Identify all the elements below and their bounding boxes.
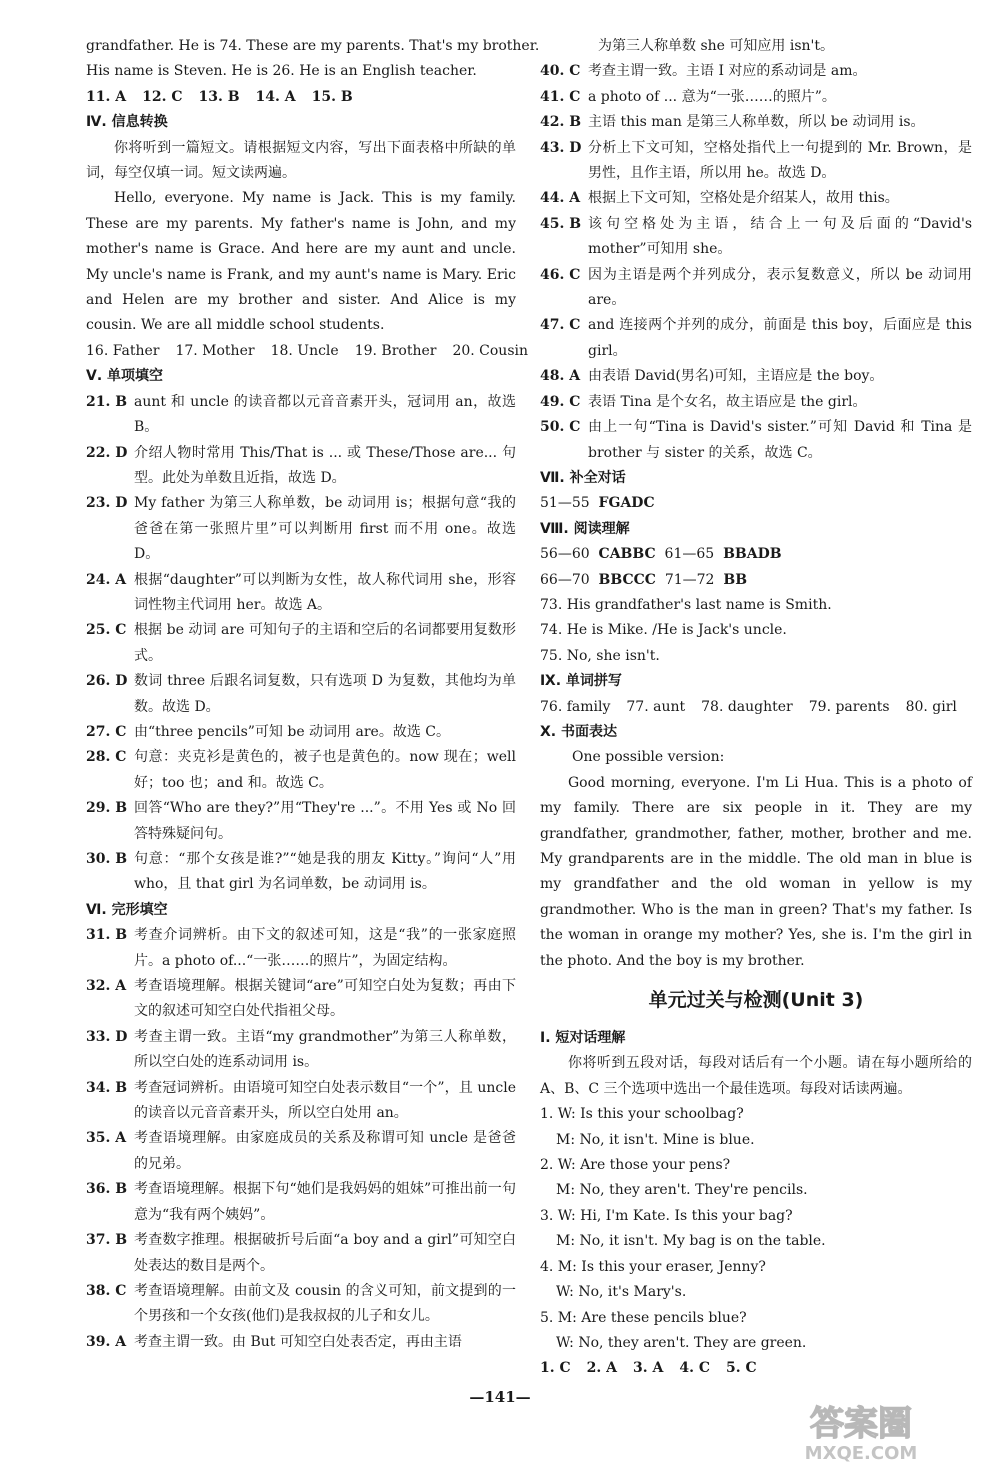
unit-answers: 1. C 2. A 3. A 4. C 5. C — [540, 1360, 757, 1377]
section-instruction: 你将听到五段对话，每段对话后有一个小题。请在每小题所给的 A、B、C 三个选项中选出一个最佳选项。每段对话读两遍。 — [540, 1055, 972, 1097]
answer-explanation: 主语 this man 是第三人称单数，所以 be 动词用 is。 — [588, 114, 925, 131]
dialog-response: W: No, they aren't. They are green. — [556, 1334, 807, 1351]
answer-number: 24. A — [86, 571, 127, 588]
answer-number: 44. A — [540, 190, 581, 207]
continuation-line: 为第三人称单数 she 可知应用 isn't。 — [598, 38, 834, 54]
answer-explanation: 数词 three 后跟名词复数，只有选项 D 为复数，其他均为单数。故选 D。 — [134, 673, 516, 715]
answer-item — [86, 974, 516, 1025]
answer-explanation: 介绍人物时常用 This/That is ... 或 These/Those are... 句型。此处为单数且近指，故选 D。 — [134, 444, 516, 486]
reading-answers-row: 56—60 CABBC 61—65 BBADB — [540, 546, 782, 563]
answer-number: 45. B — [540, 215, 582, 232]
answer-explanation: 根据“daughter”可以判断为女性，故人称代词用 she，形容词性物主代词用 her。故选 A。 — [134, 571, 516, 613]
answer-number: 32. A — [86, 978, 127, 995]
answer-item — [540, 59, 972, 84]
watermark-logo — [736, 1395, 986, 1465]
answer-number: 40. C — [540, 63, 581, 80]
answer-explanation: a photo of ... 意为“一张……的照片”。 — [588, 88, 836, 105]
answer-explanation: 考查语境理解。根据关键词“are”可知空白处为复数；再由下文的叙述可知空白处代指祖父母。 — [134, 978, 516, 1020]
answer-number: 41. C — [540, 88, 581, 105]
answer-number: 36. B — [86, 1181, 128, 1198]
answer-explanation: My father 为第三人称单数，be 动词用 is；根据句意“我的爸爸在第一张照片里”可以判断用 first 而不用 one。故选 D。 — [134, 495, 516, 563]
answer-explanation: 考查语境理解。由家庭成员的关系及称谓可知 uncle 是爸爸的兄弟。 — [134, 1130, 516, 1172]
answer-number: 28. C — [86, 749, 127, 766]
answer-number: 26. D — [86, 673, 128, 690]
answer-explanation: 由“three pencils”可知 be 动词用 are。故选 C。 — [134, 723, 450, 740]
answer-number: 27. C — [86, 723, 127, 740]
spelling-answers: 76. family 77. aunt 78. daughter 79. parents 80. girl — [540, 698, 957, 715]
answer-explanation: 考查语境理解。根据下句“她们是我妈妈的姐妹”可推出前一句意为“我有两个姨妈”。 — [134, 1181, 516, 1223]
section5-items — [86, 390, 516, 898]
watermark-text: 答案圈 — [810, 1404, 912, 1444]
answer-explanation: 由表语 David(男名)可知，主语应是 the boy。 — [588, 368, 884, 385]
answer-number: 48. A — [540, 368, 581, 385]
answer-number: 35. A — [86, 1130, 127, 1147]
reading-answer-line: 74. He is Mike. /He is Jack's uncle. — [540, 622, 787, 639]
answer-item — [86, 491, 516, 567]
answer-item — [86, 1177, 516, 1228]
answer-explanation: 考查介词辨析。由下文的叙述可知，这是“我”的一张家庭照片。a photo of...“一张……的照片”，为固定结构。 — [134, 927, 516, 969]
dialog-question: 5. M: Are these pencils blue? — [540, 1309, 747, 1326]
answer-number: 31. B — [86, 927, 128, 944]
answer-number: 47. C — [540, 317, 581, 334]
answer-item — [540, 263, 972, 314]
section-instruction: 你将听到一篇短文。请根据短文内容，写出下面表格中所缺的单词，每空仅填一词。短文读两遍。 — [86, 139, 516, 182]
answer-item — [86, 1076, 516, 1127]
dialog-question: 4. M: Is this your eraser, Jenny? — [540, 1258, 766, 1275]
answer-explanation: aunt 和 uncle 的读音都以元音音素开头，冠词用 an，故选 B。 — [134, 393, 516, 436]
answer-explanation: 回答“Who are they?”用“They're ...”。不用 Yes 或 No 回答特殊疑问句。 — [134, 800, 516, 842]
answer-item — [86, 1279, 516, 1330]
section-heading: Ⅵ. 完形填空 — [86, 901, 168, 918]
answer-number: 42. B — [540, 114, 582, 131]
answer-number: 33. D — [86, 1028, 128, 1045]
reading-answer-line: 73. His grandfather's last name is Smith. — [540, 596, 832, 613]
answer-item — [86, 720, 516, 745]
answer-explanation: 句意：夹克衫是黄色的，被子也是黄色的。now 现在；well 好；too 也；and 和。故选 C。 — [134, 749, 516, 791]
answers-11-15: 11. A 12. C 13. B 14. A 15. B — [86, 88, 353, 105]
answer-item — [540, 212, 972, 263]
watermark-subtext: MXQE.COM — [804, 1443, 918, 1464]
writing-essay: Good morning, everyone. I'm Li Hua. This is a photo of my family. There are six people in it. They are my grandfather, grandmother, father, mother, brother and me. My grandparents are in the middle. The old man in blue is my grandfather and the old woman in yellow is my grandmother. Who is the man in green? That's my father. Is the woman in orange my mother? Yes, she is. I'm the girl in the photo. And the boy is my brother. — [540, 774, 972, 969]
answer-item — [86, 923, 516, 974]
answer-number: 23. D — [86, 495, 128, 512]
answer-item — [86, 618, 516, 669]
intro-line: grandfather. He is 74. These are my parents. That's my brother. — [86, 38, 540, 54]
answer-item — [86, 441, 516, 492]
answer-number: 30. B — [86, 851, 128, 867]
answer-explanation: 分析上下文可知，空格处指代上一句提到的 Mr. Brown，是男性，且作主语，所以用 he。故选 D。 — [588, 139, 972, 182]
answer-item — [86, 669, 516, 720]
page-number: —141— — [469, 1388, 531, 1406]
section-heading: Ⅰ. 短对话理解 — [540, 1030, 626, 1047]
answer-item — [86, 1330, 516, 1355]
answer-item — [86, 745, 516, 796]
answer-number: 43. D — [540, 139, 582, 156]
left-column — [86, 34, 540, 1355]
answer-explanation: 考查数字推理。根据破折号后面“a boy and a girl”可知空白处表达的数目是两个。 — [134, 1232, 516, 1274]
section-heading: Ⅴ. 单项填空 — [86, 368, 164, 385]
section6-items — [86, 923, 516, 1355]
answers-16-20: 16. Father 17. Mother 18. Uncle 19. Brother 20. Cousin — [86, 342, 529, 359]
answer-item — [540, 364, 972, 389]
answer-item — [86, 1228, 516, 1279]
listening-passage: Hello, everyone. My name is Jack. This is my family. These are my parents. My father's name is John, and my mother's name is Grace. And here are my aunt and uncle. My uncle's name is Frank, and my aunt's name is Mary. Eric and Helen are my brother and sister. And Alice is my cousin. We are all middle school students. — [86, 190, 516, 334]
answer-number: 49. C — [540, 393, 581, 410]
dialog-question: 3. W: Hi, I'm Kate. Is this your bag? — [540, 1207, 793, 1224]
answer-explanation: 该句空格处为主语，结合上一句及后面的“David's mother”可知用 she。 — [588, 215, 972, 258]
answer-explanation: and 连接两个并列的成分，前面是 this boy，后面应是 this girl。 — [588, 317, 972, 359]
answer-item — [86, 390, 516, 441]
answer-item — [86, 847, 516, 898]
reading-answers-row: 66—70 BBCCC 71—72 BB — [540, 571, 748, 588]
answer-number: 37. B — [86, 1232, 128, 1249]
answer-explanation: 由上一句“Tina is David's sister.”可知 David 和 Tina 是 brother 与 sister 的关系，故选 C。 — [588, 419, 972, 461]
answer-number: 39. A — [86, 1333, 127, 1350]
dialog-question: 2. W: Are those your pens? — [540, 1157, 731, 1174]
answer-explanation: 考查主谓一致。主语 I 对应的系动词是 am。 — [588, 63, 867, 80]
answer-number: 29. B — [86, 800, 128, 817]
section-heading: Ⅸ. 单词拼写 — [540, 673, 622, 690]
answer-item — [540, 136, 972, 187]
dialog-response: M: No, it isn't. My bag is on the table. — [556, 1233, 826, 1250]
answer-item — [540, 110, 972, 135]
answer-explanation: 根据 be 动词 are 可知句子的主语和空后的名词都要用复数形式。 — [134, 622, 516, 664]
answer-explanation: 因为主语是两个并列成分，表示复数意义，所以 be 动词用 are。 — [588, 266, 972, 309]
answer-item — [86, 1126, 516, 1177]
answer-explanation: 考查主谓一致。由 But 可知空白处表否定，再由主语 — [134, 1333, 462, 1350]
reading-answer-line: 75. No, she isn't. — [540, 647, 660, 664]
answer-item — [86, 796, 516, 847]
dialog-question: 1. W: Is this your schoolbag? — [540, 1106, 744, 1123]
answer-item — [540, 85, 972, 110]
answer-item — [540, 415, 972, 466]
dialog-response: W: No, it's Mary's. — [556, 1284, 687, 1301]
dialog-response: M: No, they aren't. They're pencils. — [556, 1182, 808, 1199]
answer-item — [540, 186, 972, 211]
answer-explanation: 根据上下文可知，空格处是介绍某人，故用 this。 — [588, 190, 899, 207]
answer-explanation: 表语 Tina 是个女名，故主语应是 the girl。 — [588, 393, 867, 410]
right-column — [540, 34, 972, 1382]
section-heading: Ⅳ. 信息转换 — [86, 114, 168, 131]
answer-explanation: 句意：“那个女孩是谁?”“她是我的朋友 Kitty。”询问“人”用 who，且 that girl 为名词单数，be 动词用 is。 — [134, 851, 516, 893]
answer-item — [540, 313, 972, 364]
answer-number: 21. B — [86, 393, 128, 410]
version-label: One possible version: — [572, 749, 725, 766]
dialog-list — [540, 1102, 972, 1356]
answer-explanation: 考查冠词辨析。由语境可知空白处表示数目“一个”，且 uncle 的读音以元音音素开头，所以空白处用 an。 — [134, 1079, 516, 1122]
section-heading: Ⅷ. 阅读理解 — [540, 520, 630, 537]
dialog-answer: 51—55 FGADC — [540, 495, 655, 512]
section-heading: Ⅹ. 书面表达 — [540, 723, 617, 740]
answer-item — [86, 568, 516, 619]
section-heading: Ⅶ. 补全对话 — [540, 469, 626, 486]
answer-number: 34. B — [86, 1079, 128, 1096]
answer-explanation: 考查语境理解。由前文及 cousin 的含义可知，前文提到的一个男孩和一个女孩(他们)是我叔叔的儿子和女儿。 — [134, 1282, 516, 1325]
answer-explanation: 考查主谓一致。主语“my grandmother”为第三人称单数，所以空白处的连系动词用 is。 — [134, 1028, 516, 1071]
answer-number: 38. C — [86, 1282, 127, 1299]
dialog-response: M: No, it isn't. Mine is blue. — [556, 1131, 755, 1148]
unit-title: 单元过关与检测(Unit 3) — [648, 989, 864, 1012]
answer-number: 25. C — [86, 622, 127, 639]
section6-items-cont — [540, 59, 972, 466]
answer-item — [86, 1025, 516, 1076]
answer-item — [540, 390, 972, 415]
answer-number: 50. C — [540, 419, 581, 436]
answer-number: 22. D — [86, 444, 128, 461]
intro-line: His name is Steven. He is 26. He is an English teacher. — [86, 63, 477, 80]
answer-number: 46. C — [540, 266, 581, 283]
